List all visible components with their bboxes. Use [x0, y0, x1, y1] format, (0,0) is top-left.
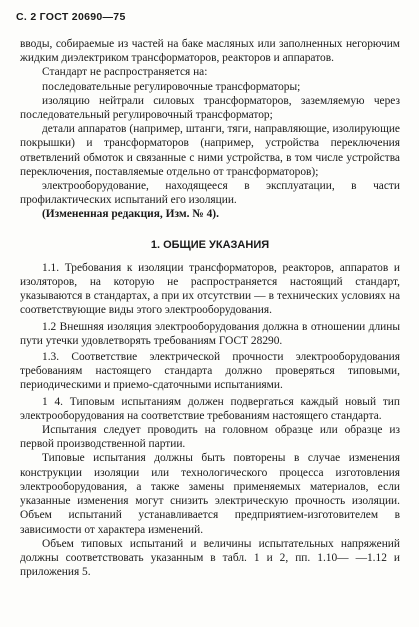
list-item: электрооборудование, находящееся в эксплуатации, в части профилактических испытаний его изоляции.: [20, 180, 400, 207]
paragraph: Стандарт не распространяется на:: [42, 66, 208, 79]
clause-1-1: 1.1. Требования к изоляции трансформаторов, реакторов, аппаратов и изоляторов, на которую не распространяется настоящий стандарт, указываются в стандартах, а при их отсутствии — в технических условиях на соответствующие виды этого электрооборудования.: [20, 261, 400, 317]
clause-1-3: 1.3. Соответствие электрической прочности электрооборудования требованиям настоящего стандарта должно проверяться типовыми, периодическими и приемо-сдаточными испытаниями.: [20, 351, 400, 392]
document-body: [20, 37, 400, 579]
clause-1-4: 1 4. Типовым испытаниям должен подвергаться каждый новый тип электрооборудования на соответствие требованиям настоящего стандарта.: [20, 395, 400, 422]
paragraph: вводы, собираемые из частей на баке масляных или заполненных негорючим жидким диэлектриком трансформаторов, реакторов и аппаратов.: [20, 38, 400, 65]
paragraph: Объем типовых испытаний и величины испытательных напряжений должны соответствовать указанным в табл. 1 и 2, пп. 1.10— —1.12 и приложения 5.: [20, 537, 400, 579]
list-item: изоляцию нейтрали силовых трансформаторов, заземляемую через последовательный регулировочный трансформатор;: [20, 94, 400, 122]
section-heading: 1. ОБЩИЕ УКАЗАНИЯ: [150, 238, 270, 251]
paragraph: Испытания следует проводить на головном образце или образце из первой производственной партии.: [20, 424, 400, 451]
clause-1-2: 1.2 Внешняя изоляция электрооборудования должна в отношении длины пути утечки удовлетворять требованиям ГОСТ 28290.: [20, 320, 400, 347]
list-item: детали аппаратов (например, штанги, тяги, направляющие, изолирующие покрышки) и трансформаторов (например, устройства переключения ответвлений обмоток и связанные с ними устройства, в том числе устройства переключения, поставляемые отдельно от трансформаторов);: [20, 123, 400, 178]
list-item: последовательные регулировочные трансформаторы;: [42, 80, 301, 93]
amendment-note: (Измененная редакция, Изм. № 4).: [42, 208, 219, 221]
paragraph: Типовые испытания должны быть повторены в случае изменения конструкции изоляции или технологического процесса изготовления электрооборудования, а также замены применяемых материалов, если указанные изменения могут снизить электрическую прочность изоляции. Объем испытаний устанавливается предприятием-изготовителем в зависимости от характера изменений.: [20, 452, 400, 536]
running-header: С. 2 ГОСТ 20690—75: [16, 11, 126, 23]
